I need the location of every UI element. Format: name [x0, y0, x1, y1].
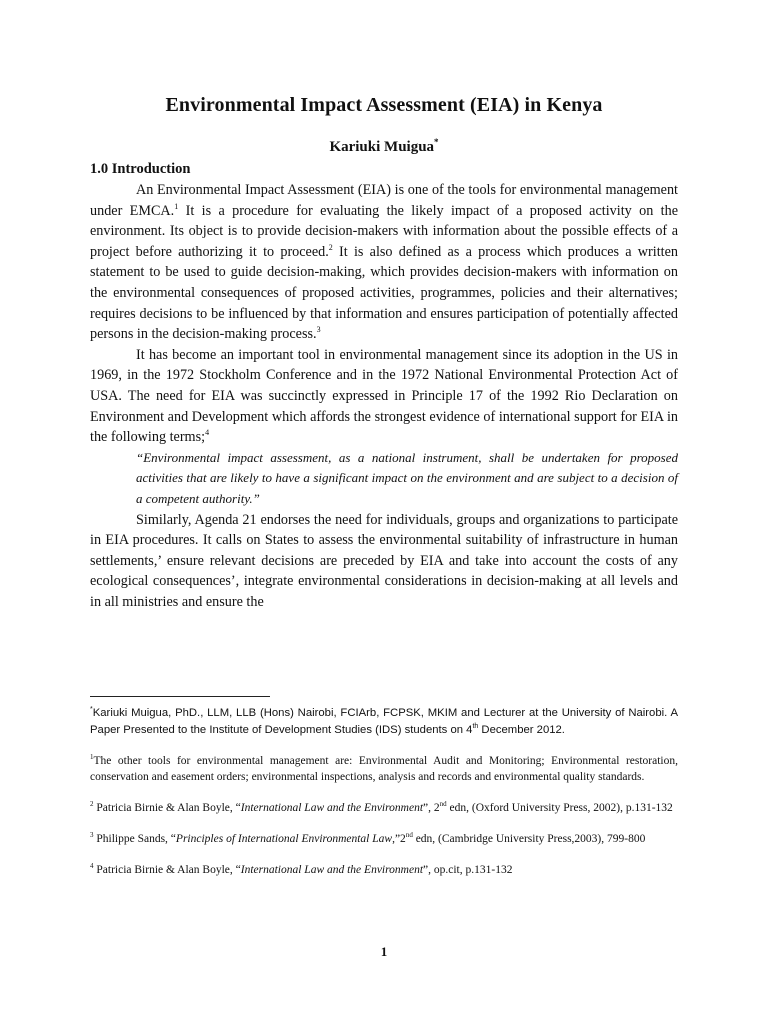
paragraph-agenda21: Similarly, Agenda 21 endorses the need for individuals, groups and organizations to participate in EIA procedures. It calls on States to assess the environmental suitability of infrastructure in human settlements,’ ensure relevant decisions are preceded by EIA and take into account the costs of any ecological consequences’, integrate environmental considerations in decision-making at all levels and in all ministries and ensure the: [90, 511, 678, 610]
footnote-4: [90, 862, 678, 879]
footnote-2: [90, 800, 678, 817]
paragraph-intro-part-3: It is also defined as a process which produces a written statement to be used to guide decision-making, which provides decision-makers with information on the environmental consequences of proposed activities, programmes, policies and their alternatives; requires decisions to be influenced by that information and ensures participation of potentially affected persons in the decision-making process.: [90, 243, 678, 343]
document-title: Environmental Impact Assessment (EIA) in Kenya: [165, 94, 603, 116]
author-footnote-marker: *: [434, 137, 439, 147]
footnotes: [90, 705, 678, 893]
footnote-marker: *: [90, 706, 93, 713]
footnote-text: edn, (Cambridge University Press,2003), 799-800: [412, 832, 646, 845]
footnote-ref-4: 4: [205, 428, 210, 438]
paragraph-intro-part-1: An Environmental Impact Assessment (EIA) is one of the tools for environmental management under EMCA.: [90, 182, 678, 219]
paragraph-history-text: It has become an important tool in environmental management since its adoption in the US in 1969, in the 1972 Stockholm Conference and in the 1972 National Environmental Protection Act of USA. The need for EIA was succinctly expressed in Principle 17 of the 1992 Rio Declaration on Environment and Development which affords the strongest evidence of international support for EIA in the following terms;: [90, 346, 678, 446]
author-line: [0, 137, 768, 156]
paragraph-history: [90, 345, 678, 448]
footnote-text: ,”2: [392, 832, 406, 845]
footnote-marker: 3: [90, 830, 94, 839]
author-name: Kariuki Muigua: [329, 139, 435, 155]
cited-title: International Law and the Environment: [240, 802, 424, 815]
ordinal-suffix: th: [472, 722, 479, 730]
body-text: [90, 180, 678, 612]
footnote-marker: 4: [90, 861, 94, 870]
footnote-ref-1: 1: [174, 201, 179, 211]
footnote-marker: 1: [90, 752, 94, 761]
footnote-text: Philippe Sands, “: [93, 832, 176, 845]
footnote-text: December 2012.: [478, 723, 565, 736]
footnote-text: ”, op.cit, p.131-132: [423, 863, 513, 876]
cited-title: Principles of International Environmental Law: [175, 832, 393, 845]
principle-17-quote: “Environmental impact assessment, as a national instrument, shall be undertaken for proposed activities that are likely to have a significant impact on the environment and are subject to a decision of a competent authority.”: [136, 449, 678, 506]
footnote-text: Patricia Birnie & Alan Boyle, “: [93, 863, 241, 876]
footnote-text: The other tools for environmental management are: Environmental Audit and Monitoring; Environmental restoration, conservation and easement orders; environmental inspections, analysis and records and environmental quality standards.: [90, 754, 678, 784]
footnote-marker: 2: [90, 800, 94, 809]
cited-title: International Law and the Environment: [240, 863, 424, 876]
footnote-ref-3: 3: [316, 325, 321, 335]
paragraph-intro-part-2: It is a procedure for evaluating the likely impact of a proposed activity on the environment. Its object is to provide decision-makers with information about the possible effects of a project before authorizing it to proceed.: [90, 202, 678, 260]
footnote-text: Kariuki Muigua, PhD., LLM, LLB (Hons) Nairobi, FCIArb, FCPSK, MKIM and Lecturer at the University of Nairobi. A Paper Presented to the Institute of Development Studies (IDS) students on 4: [90, 707, 678, 736]
footnote-3: [90, 831, 678, 848]
footnote-text: edn, (Oxford University Press, 2002), p.131-132: [446, 802, 673, 815]
paragraph-intro: [90, 180, 678, 345]
footnote-separator: [90, 696, 270, 697]
footnote-text: Patricia Birnie & Alan Boyle, “: [93, 802, 241, 815]
ordinal-suffix: nd: [405, 830, 413, 839]
ordinal-suffix: nd: [439, 800, 447, 809]
page-number: 1: [380, 944, 388, 959]
footnote-text: ”, 2: [423, 802, 440, 815]
footnote-ref-2: 2: [328, 242, 333, 252]
footnote-1: [90, 753, 678, 787]
footnote-author: [90, 705, 678, 739]
section-heading: 1.0 Introduction: [90, 161, 191, 177]
